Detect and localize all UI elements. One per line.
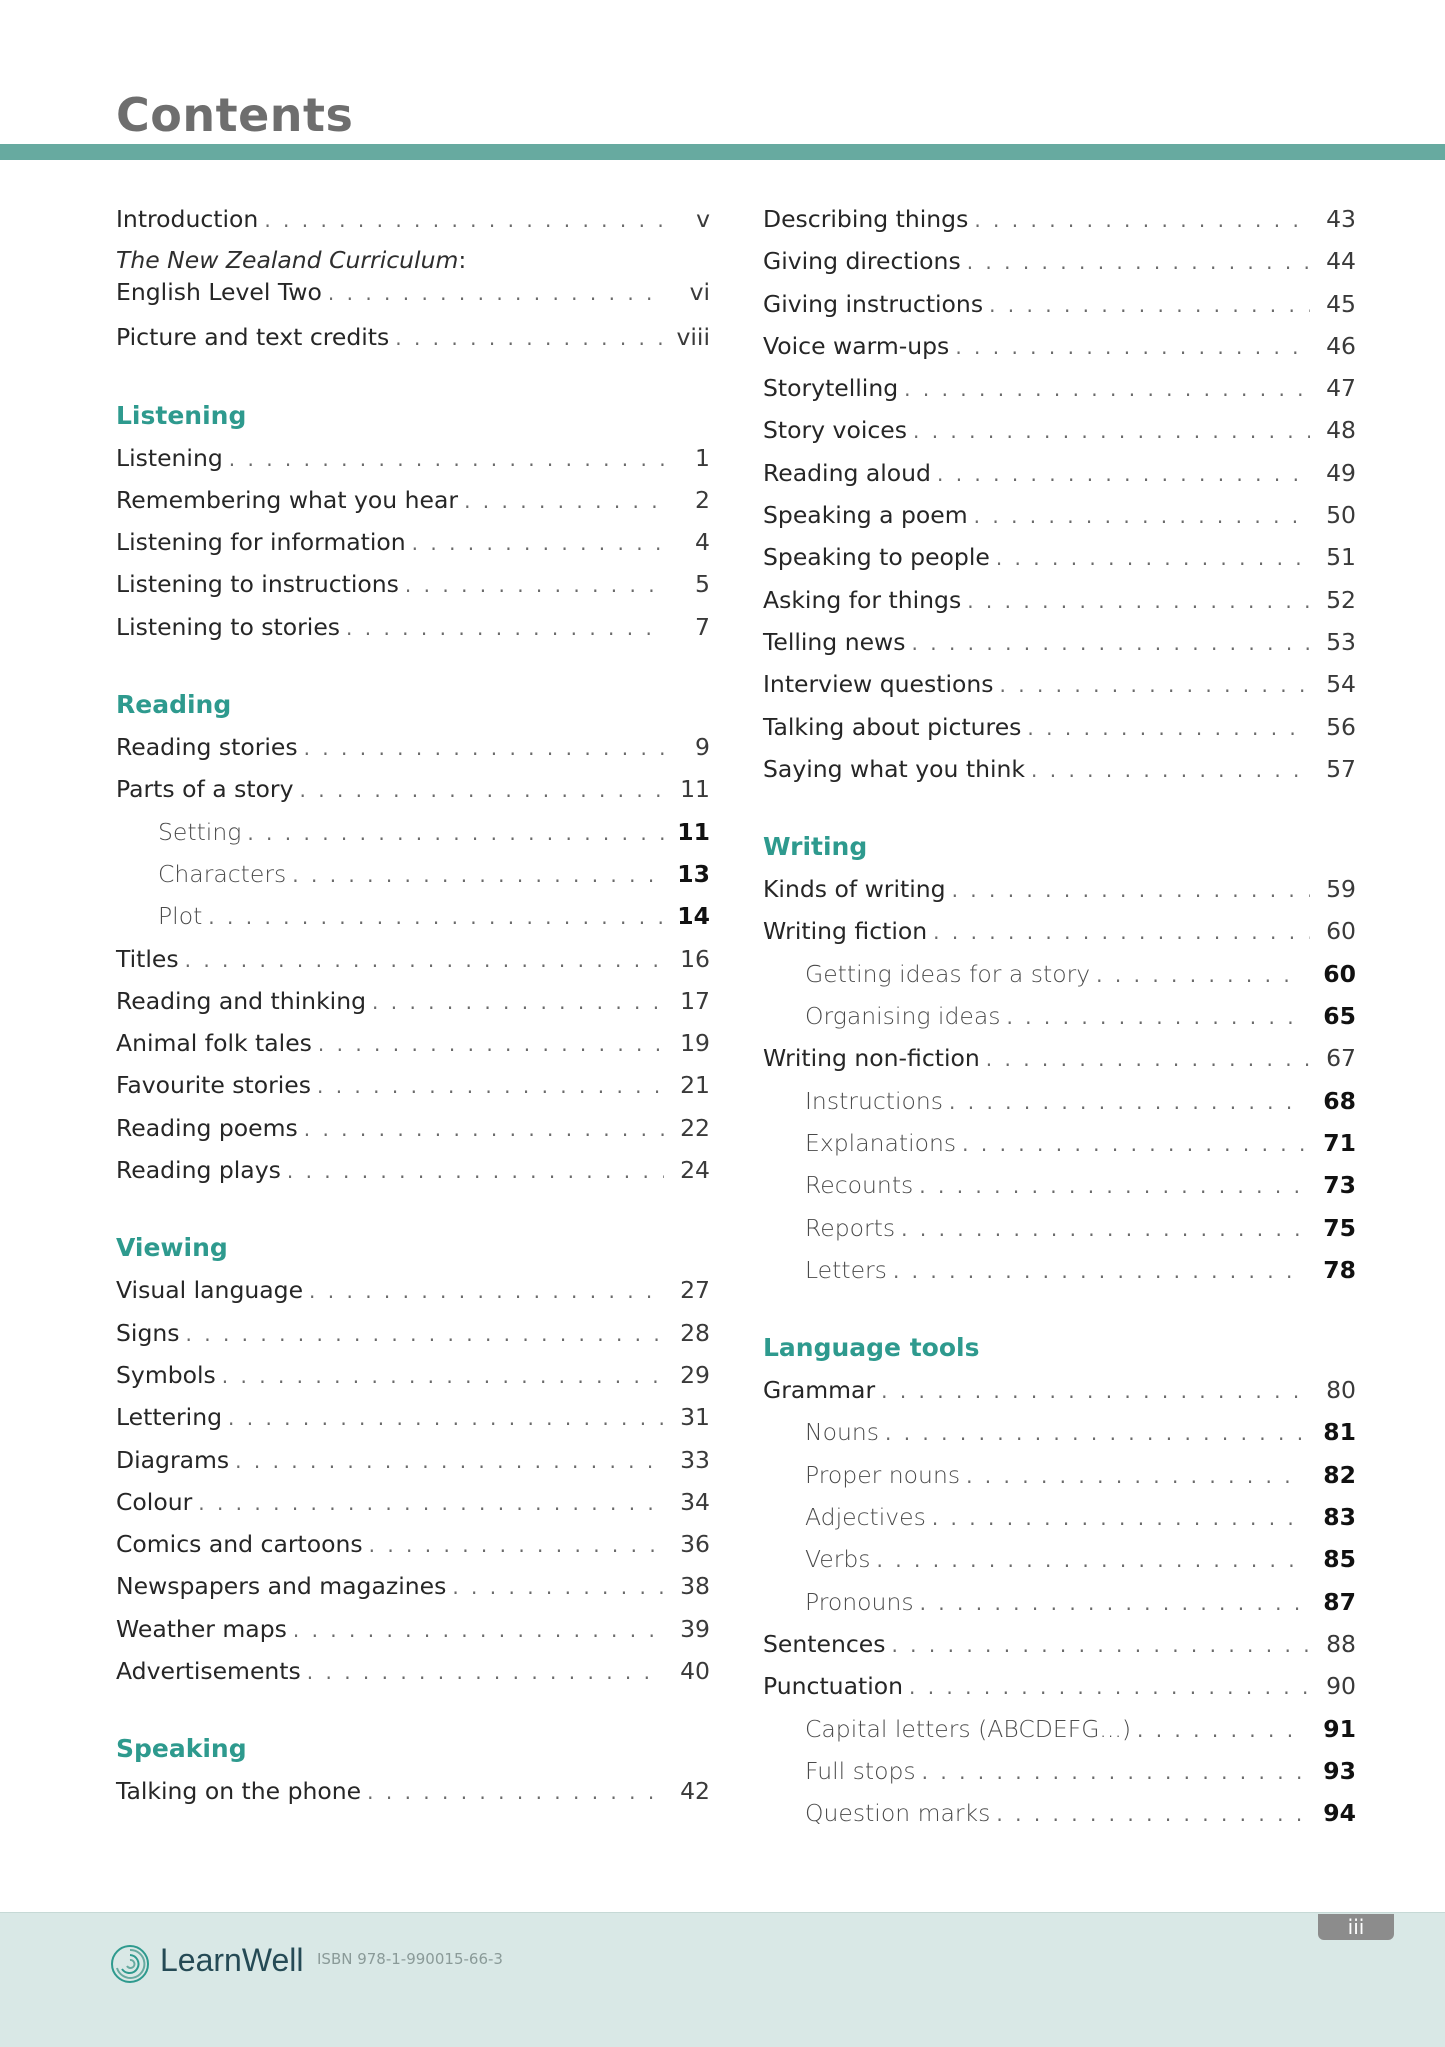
entry-page: 40 — [680, 1657, 710, 1686]
toc-entry[interactable] — [116, 521, 710, 563]
entry-title: Interview questions — [763, 670, 994, 699]
toc-subentry[interactable] — [763, 1581, 1356, 1623]
toc-entry[interactable] — [116, 1149, 710, 1191]
entry-page: v — [696, 205, 710, 233]
entry-title: Listening for information — [116, 528, 406, 557]
toc-entry[interactable] — [763, 409, 1356, 451]
entry-page: 5 — [695, 570, 710, 599]
entry-title: Lettering — [116, 1403, 223, 1432]
entry-page: 11 — [680, 775, 710, 804]
entry-page: 48 — [1326, 416, 1356, 445]
entry-title: Writing non-fiction — [763, 1044, 980, 1073]
entry-title: Listening — [116, 443, 223, 472]
toc-entry[interactable] — [763, 536, 1356, 578]
entry-page: 83 — [1323, 1503, 1356, 1532]
entry-page: 54 — [1326, 670, 1356, 699]
entry-title: Adjectives — [805, 1503, 926, 1532]
dot-leader — [932, 1497, 1304, 1539]
dot-leader — [369, 1524, 664, 1566]
toc-entry[interactable] — [116, 1269, 710, 1311]
toc-subentry[interactable] — [763, 1538, 1356, 1580]
entry-title: Symbols — [116, 1360, 216, 1389]
entry-page: 22 — [680, 1113, 710, 1142]
toc-entry[interactable] — [763, 579, 1356, 621]
entry-page: 42 — [680, 1777, 710, 1806]
entry-page: 44 — [1326, 247, 1356, 276]
entry-title: Talking on the phone — [116, 1777, 362, 1806]
toc-entry[interactable] — [116, 768, 710, 810]
toc-subentry[interactable] — [116, 895, 710, 937]
dot-leader — [904, 368, 1310, 410]
entry-page: 60 — [1323, 959, 1356, 988]
entry-title: Organising ideas — [805, 1002, 1001, 1031]
dot-leader — [986, 1038, 1310, 1080]
entry-title: Verbs — [805, 1545, 871, 1574]
entry-title: Recounts — [805, 1171, 914, 1200]
entry-title: Weather maps — [116, 1614, 287, 1643]
entry-title: Writing fiction — [763, 917, 928, 946]
page-number: iii — [1318, 1914, 1394, 1940]
dot-leader — [228, 1397, 664, 1439]
entry-title: Kinds of writing — [763, 875, 946, 904]
toc-entry[interactable] — [116, 1481, 710, 1523]
toc-subentry[interactable] — [116, 811, 710, 853]
speaking-section-continued — [763, 198, 1356, 790]
swirl-logo-icon — [110, 1944, 150, 1984]
reading-section — [116, 684, 710, 1191]
brand-name: LearnWell — [160, 1942, 304, 1978]
toc-subentry[interactable] — [763, 995, 1356, 1037]
entry-page: 57 — [1326, 754, 1356, 783]
entry-title: Reading poems — [116, 1113, 298, 1142]
toc-entry[interactable] — [763, 452, 1356, 494]
entry-page: 29 — [680, 1360, 710, 1389]
writing-section — [763, 826, 1356, 1291]
toc-subentry[interactable] — [763, 1454, 1356, 1496]
toc-entry[interactable] — [763, 748, 1356, 790]
toc-entry[interactable] — [763, 283, 1356, 325]
section-heading-listening: Listening — [116, 400, 247, 430]
entry-page: 91 — [1323, 1714, 1356, 1743]
dot-leader — [229, 438, 664, 480]
dot-leader — [967, 580, 1310, 622]
dot-leader — [247, 812, 664, 854]
dot-leader — [937, 453, 1310, 495]
entry-page: 43 — [1326, 205, 1356, 233]
dot-leader — [309, 1270, 664, 1312]
dot-leader — [1031, 749, 1310, 791]
dot-leader — [372, 981, 664, 1023]
intro-section — [116, 198, 710, 359]
toc-subentry[interactable] — [763, 953, 1356, 995]
toc-subentry[interactable] — [763, 1122, 1356, 1164]
dot-leader — [955, 326, 1310, 368]
dot-leader — [952, 869, 1310, 911]
entry-page: 39 — [680, 1614, 710, 1643]
entry-title: Visual language — [116, 1276, 304, 1305]
dot-leader — [405, 564, 664, 606]
dot-leader — [328, 277, 664, 309]
toc-entry[interactable] — [763, 240, 1356, 282]
toc-subentry[interactable] — [763, 1080, 1356, 1122]
entry-title: Remembering what you hear — [116, 485, 459, 514]
section-heading-speaking: Speaking — [116, 1734, 247, 1764]
toc-entry[interactable] — [763, 910, 1356, 952]
toc-subentry[interactable] — [763, 1164, 1356, 1206]
toc-subentry[interactable] — [763, 1249, 1356, 1291]
dot-leader — [1000, 664, 1310, 706]
entry-page: 47 — [1326, 374, 1356, 403]
dot-leader — [185, 939, 664, 981]
dot-leader — [912, 622, 1310, 664]
toc-entry[interactable] — [116, 938, 710, 980]
entry-title: Comics and cartoons — [116, 1530, 363, 1559]
dot-leader — [222, 1355, 664, 1397]
dot-leader — [909, 1666, 1310, 1708]
toc-entry[interactable] — [763, 1623, 1356, 1665]
entry-page: 88 — [1326, 1629, 1356, 1658]
dot-leader — [996, 537, 1310, 579]
entry-title: Describing things — [763, 205, 969, 233]
toc-entry[interactable] — [763, 367, 1356, 409]
entry-page: 38 — [680, 1572, 710, 1601]
dot-leader — [235, 1440, 664, 1482]
toc-entry[interactable] — [116, 1650, 710, 1692]
section-heading-writing: Writing — [763, 832, 868, 862]
toc-entry[interactable] — [763, 1665, 1356, 1707]
toc-entry[interactable] — [116, 1439, 710, 1481]
toc-entry[interactable] — [116, 198, 710, 240]
toc-entry[interactable] — [763, 325, 1356, 367]
dot-leader — [966, 1455, 1304, 1497]
entry-page: 14 — [677, 902, 710, 931]
dot-leader — [318, 1023, 664, 1065]
entry-page: 51 — [1326, 543, 1356, 572]
entry-page: 52 — [1326, 585, 1356, 614]
toc-entry[interactable] — [116, 980, 710, 1022]
entry-title-line2: English Level Two — [116, 278, 322, 307]
toc-column-right — [763, 198, 1356, 1834]
dot-leader — [1006, 996, 1304, 1038]
entry-title: Parts of a story — [116, 775, 294, 804]
dot-leader — [395, 317, 664, 359]
entry-page: 2 — [695, 485, 710, 514]
entry-title: Proper nouns — [805, 1460, 961, 1489]
dot-leader — [920, 1582, 1304, 1624]
entry-title: Introduction — [116, 205, 259, 233]
dot-leader — [922, 1751, 1304, 1793]
page-title: Contents — [116, 88, 354, 142]
dot-leader — [996, 1793, 1304, 1835]
dot-leader — [949, 1081, 1304, 1123]
toc-entry[interactable] — [116, 1022, 710, 1064]
dot-leader — [198, 1482, 664, 1524]
entry-page: vi — [689, 278, 710, 307]
toc-subentry[interactable] — [116, 853, 710, 895]
language-tools-section — [763, 1327, 1356, 1834]
dot-leader — [346, 607, 664, 649]
dot-leader — [264, 199, 664, 241]
entry-page: 34 — [680, 1487, 710, 1516]
entry-page: 36 — [680, 1530, 710, 1559]
dot-leader — [300, 769, 664, 811]
entry-title: Grammar — [763, 1376, 876, 1405]
toc-column-left — [116, 198, 710, 1813]
entry-title: Pronouns — [805, 1587, 914, 1616]
entry-title: Letters — [805, 1255, 887, 1284]
toc-entry[interactable] — [116, 1396, 710, 1438]
entry-title: Characters — [158, 859, 287, 888]
entry-title: Reports — [805, 1213, 896, 1242]
entry-title: Setting — [158, 817, 242, 846]
dot-leader — [974, 495, 1310, 537]
dot-leader — [913, 410, 1310, 452]
entry-page: 90 — [1326, 1672, 1356, 1701]
entry-page: 78 — [1323, 1255, 1356, 1284]
entry-page: 49 — [1326, 458, 1356, 487]
dot-leader — [974, 199, 1310, 241]
entry-page: 11 — [677, 817, 710, 846]
speaking-section — [116, 1728, 710, 1812]
toc-subentry[interactable] — [763, 1207, 1356, 1249]
section-heading-viewing: Viewing — [116, 1233, 228, 1263]
dot-leader — [307, 1651, 664, 1693]
dot-leader — [885, 1412, 1304, 1454]
toc-subentry[interactable] — [763, 1496, 1356, 1538]
entry-title: Sentences — [763, 1629, 886, 1658]
dot-leader — [304, 1108, 664, 1150]
entry-title: Colour — [116, 1487, 193, 1516]
dot-leader — [962, 1123, 1304, 1165]
entry-title: Story voices — [763, 416, 907, 445]
dot-leader — [293, 1609, 664, 1651]
entry-page: 65 — [1323, 1002, 1356, 1031]
toc-entry[interactable] — [116, 1565, 710, 1607]
entry-title: Explanations — [805, 1128, 957, 1157]
dot-leader — [919, 1165, 1304, 1207]
dot-leader — [292, 854, 664, 896]
dot-leader — [881, 1370, 1310, 1412]
dot-leader — [893, 1250, 1304, 1292]
dot-leader — [1027, 707, 1310, 749]
toc-subentry[interactable] — [763, 1708, 1356, 1750]
toc-entry[interactable] — [116, 606, 710, 648]
toc-entry[interactable] — [116, 1107, 710, 1149]
entry-page: 75 — [1323, 1213, 1356, 1242]
entry-title: Talking about pictures — [763, 712, 1022, 741]
dot-leader — [367, 1771, 664, 1813]
dot-leader — [967, 241, 1310, 283]
dot-leader — [412, 522, 664, 564]
isbn-text: ISBN 978-1-990015-66-3 — [317, 1950, 503, 1968]
entry-title-punct: : — [458, 246, 467, 275]
section-heading-reading: Reading — [116, 690, 232, 720]
toc-entry[interactable] — [116, 316, 710, 358]
entry-page: 4 — [695, 528, 710, 557]
entry-title: Favourite stories — [116, 1071, 311, 1100]
entry-title: Speaking to people — [763, 543, 990, 572]
viewing-section — [116, 1227, 710, 1692]
entry-title: Saying what you think — [763, 754, 1026, 783]
toc-entry[interactable] — [763, 1037, 1356, 1079]
dot-leader — [901, 1208, 1304, 1250]
entry-title: Plot — [158, 902, 203, 931]
dot-leader — [186, 1313, 664, 1355]
toc-subentry[interactable] — [763, 1792, 1356, 1834]
dot-leader — [464, 480, 664, 522]
entry-page: 71 — [1323, 1128, 1356, 1157]
dot-leader — [933, 911, 1310, 953]
dot-leader — [1137, 1709, 1304, 1751]
dot-leader — [891, 1624, 1310, 1666]
toc-entry[interactable] — [763, 706, 1356, 748]
dot-leader — [452, 1566, 664, 1608]
entry-page: 68 — [1323, 1086, 1356, 1115]
toc-entry[interactable] — [763, 663, 1356, 705]
entry-title: Nouns — [805, 1418, 879, 1447]
dot-leader — [877, 1539, 1304, 1581]
entry-title: Picture and text credits — [116, 323, 390, 352]
toc-entry[interactable] — [116, 1312, 710, 1354]
entry-title: Animal folk tales — [116, 1029, 312, 1058]
toc-entry[interactable] — [116, 1523, 710, 1565]
toc-entry[interactable] — [116, 1770, 710, 1812]
title-rule — [0, 144, 1445, 160]
listening-section — [116, 395, 710, 648]
entry-page: 31 — [680, 1403, 710, 1432]
entry-title: Instructions — [805, 1086, 944, 1115]
entry-page: 46 — [1326, 331, 1356, 360]
entry-title: Advertisements — [116, 1657, 301, 1686]
entry-page: 17 — [680, 986, 710, 1015]
entry-page: 82 — [1323, 1460, 1356, 1489]
entry-page: 19 — [680, 1029, 710, 1058]
entry-page: 94 — [1323, 1799, 1356, 1828]
entry-page: 27 — [680, 1276, 710, 1305]
entry-title: Telling news — [763, 627, 906, 656]
entry-title: Storytelling — [763, 374, 899, 403]
entry-title: Newspapers and magazines — [116, 1572, 447, 1601]
entry-title: Reading and thinking — [116, 986, 367, 1015]
entry-title: Giving instructions — [763, 289, 984, 318]
entry-title: Asking for things — [763, 585, 962, 614]
entry-title: Punctuation — [763, 1672, 903, 1701]
toc-entry[interactable] — [116, 726, 710, 768]
toc-entry[interactable] — [116, 1354, 710, 1396]
entry-title: Giving directions — [763, 247, 961, 276]
entry-page: 16 — [680, 944, 710, 973]
entry-page: 56 — [1326, 712, 1356, 741]
entry-page: 81 — [1323, 1418, 1356, 1447]
dot-leader — [1096, 954, 1304, 996]
entry-title: Speaking a poem — [763, 501, 968, 530]
toc-entry[interactable] — [116, 479, 710, 521]
dot-leader — [989, 284, 1310, 326]
entry-title: Capital letters (ABCDEFG...) — [805, 1714, 1131, 1743]
entry-page: 87 — [1323, 1587, 1356, 1616]
entry-page: 21 — [680, 1071, 710, 1100]
entry-title: Listening to stories — [116, 612, 341, 641]
toc-entry[interactable] — [763, 868, 1356, 910]
entry-title: Diagrams — [116, 1445, 230, 1474]
entry-page: 60 — [1326, 917, 1356, 946]
entry-title: Listening to instructions — [116, 570, 399, 599]
dot-leader — [208, 896, 664, 938]
entry-page: 50 — [1326, 501, 1356, 530]
entry-title: Reading plays — [116, 1156, 281, 1185]
entry-title-italic: The New Zealand Curriculum — [116, 246, 459, 275]
entry-title: Getting ideas for a story — [805, 959, 1091, 988]
toc-entry[interactable] — [763, 621, 1356, 663]
toc-entry[interactable] — [116, 240, 710, 316]
entry-title: Question marks — [805, 1799, 991, 1828]
entry-page: viii — [676, 323, 710, 352]
toc-entry[interactable] — [763, 1369, 1356, 1411]
toc-entry[interactable] — [116, 437, 710, 479]
dot-leader — [287, 1150, 664, 1192]
entry-page: 59 — [1326, 875, 1356, 904]
entry-title: Reading stories — [116, 733, 298, 762]
entry-page: 93 — [1323, 1756, 1356, 1785]
entry-page: 33 — [680, 1445, 710, 1474]
entry-page: 53 — [1326, 627, 1356, 656]
toc-entry[interactable] — [116, 563, 710, 605]
entry-title: Titles — [116, 944, 179, 973]
entry-page: 80 — [1326, 1376, 1356, 1405]
toc-subentry[interactable] — [763, 1750, 1356, 1792]
entry-page: 67 — [1326, 1044, 1356, 1073]
dot-leader — [304, 727, 664, 769]
entry-page: 1 — [695, 443, 710, 472]
toc-entry[interactable] — [116, 1608, 710, 1650]
entry-page: 13 — [677, 859, 710, 888]
dot-leader — [317, 1065, 664, 1107]
toc-entry[interactable] — [116, 1064, 710, 1106]
entry-page: 9 — [695, 733, 710, 762]
toc-entry[interactable] — [763, 494, 1356, 536]
entry-page: 73 — [1323, 1171, 1356, 1200]
entry-title: Voice warm-ups — [763, 331, 950, 360]
entry-page: 85 — [1323, 1545, 1356, 1574]
entry-title: Full stops — [805, 1756, 916, 1785]
entry-page: 45 — [1326, 289, 1356, 318]
section-heading-language-tools: Language tools — [763, 1333, 980, 1363]
toc-subentry[interactable] — [763, 1411, 1356, 1453]
entry-page: 7 — [695, 612, 710, 641]
entry-page: 28 — [680, 1318, 710, 1347]
page-footer — [0, 1912, 1445, 2047]
toc-entry[interactable] — [763, 198, 1356, 240]
entry-page: 24 — [680, 1156, 710, 1185]
entry-title: Reading aloud — [763, 458, 931, 487]
entry-title: Signs — [116, 1318, 180, 1347]
